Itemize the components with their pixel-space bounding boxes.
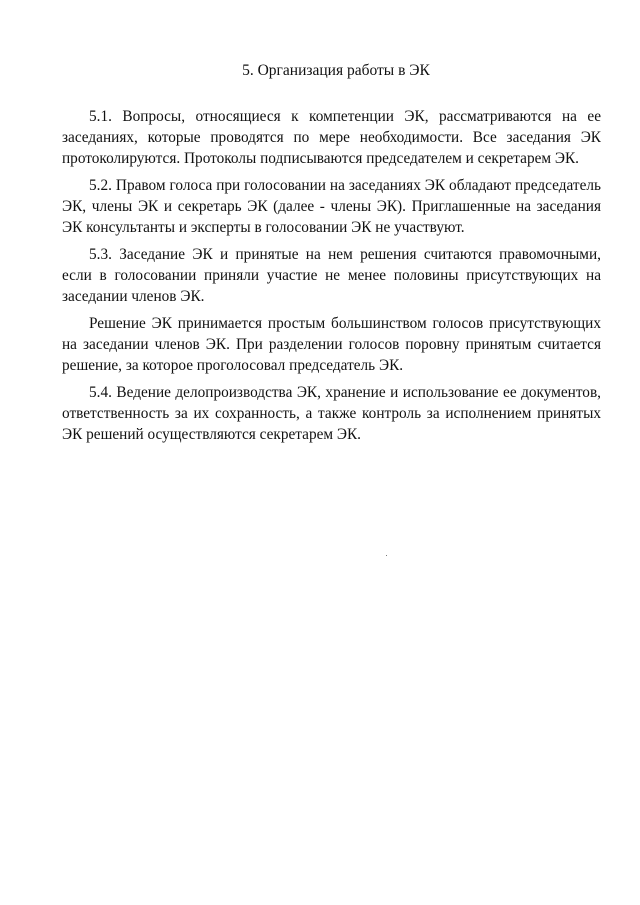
paragraph-5-1: 5.1. Вопросы, относящиеся к компетенции ЭК, рассматриваются на ее заседаниях, которые проводятся по мере необходимости. Все заседания ЭК протоколируются. Протоколы подписываются председателем и секретарем ЭК. [62,108,601,167]
document-body [62,106,601,451]
paragraph-5-2: 5.2. Правом голоса при голосовании на заседаниях ЭК обладают председатель ЭК, члены ЭК и секретарь ЭК (далее - члены ЭК). Приглашенные на заседания ЭК консультанты и эксперты в голосовании ЭК не участвуют. [62,177,601,236]
scan-dot-mark [386,555,387,556]
paragraph-5-3: 5.3. Заседание ЭК и принятые на нем решения считаются правомочными, если в голосовании приняли участие не менее половины присутствующих на заседании членов ЭК. [62,246,601,305]
paragraph-decision: Решение ЭК принимается простым большинством голосов присутствующих на заседании членов ЭК. При разделении голосов поровну принятым считается решение, за которое проголосовал председатель ЭК. [62,315,601,374]
section-title: 5. Организация работы в ЭК [242,62,430,79]
paragraph-5-4: 5.4. Ведение делопроизводства ЭК, хранение и использование ее документов, ответственность за их сохранность, а также контроль за исполнением принятых ЭК решений осуществляются секретарем ЭК. [62,384,601,443]
